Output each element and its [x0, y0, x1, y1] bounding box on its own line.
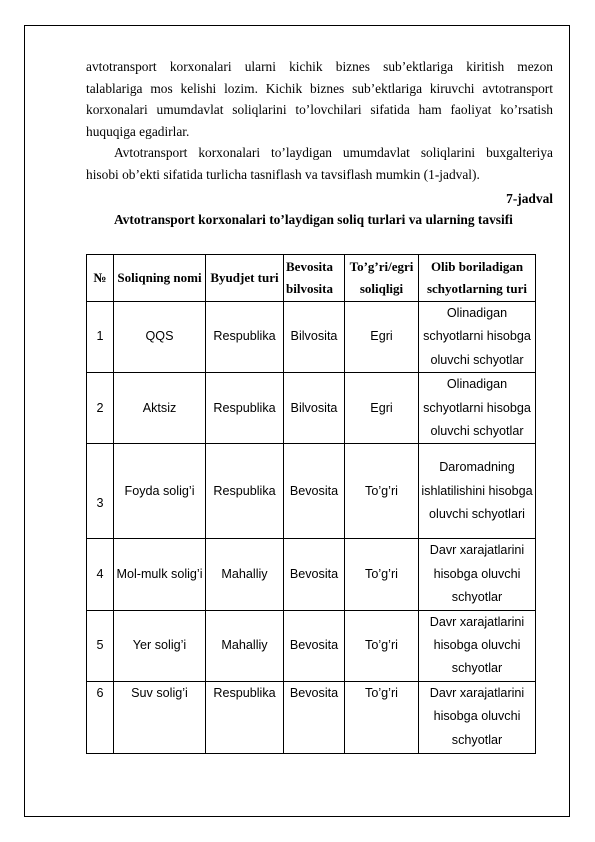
cell-tax-name: Mol-mulk solig’i	[114, 539, 206, 610]
cell-tax-name: Yer solig’i	[114, 610, 206, 681]
cell-budget-type: Mahalliy	[206, 539, 284, 610]
paragraph-line: hisobi ob’ekti sifatida turlicha tasniflash va tavsiflash mumkin (1-jadval).	[86, 166, 480, 182]
cell-account-type: Davr xarajatlarini hisobga oluvchi schyotlar	[419, 681, 536, 753]
header-budget-type: Byudjet turi	[206, 255, 284, 302]
cell-budget-type: Mahalliy	[206, 610, 284, 681]
table-row	[87, 681, 536, 753]
cell-direct-indirect: Bevosita	[284, 610, 345, 681]
table-header-row	[87, 255, 536, 302]
cell-number: 4	[87, 539, 114, 610]
header-tax-type: To’g’ri/egri soliqligi	[345, 255, 419, 302]
cell-tax-name: QQS	[114, 302, 206, 373]
cell-account-type: Olinadigan schyotlarni hisobga oluvchi schyotlar	[419, 373, 536, 444]
cell-direct-indirect: Bilvosita	[284, 373, 345, 444]
cell-account-type: Olinadigan schyotlarni hisobga oluvchi schyotlar	[419, 302, 536, 373]
cell-account-type: Davr xarajatlarini hisobga oluvchi schyotlar	[419, 539, 536, 610]
header-tax-name: Soliqning nomi	[114, 255, 206, 302]
cell-direct-indirect: Bilvosita	[284, 302, 345, 373]
header-direct-indirect: Bevosita bilvosita	[284, 255, 345, 302]
cell-tax-type: To’g’ri	[345, 681, 419, 753]
cell-direct-indirect: Bevosita	[284, 681, 345, 753]
cell-number: 1	[87, 302, 114, 373]
cell-budget-type: Respublika	[206, 373, 284, 444]
paragraph-line: Avtotransport korxonalari to’laydigan umumdavlat soliqlarini buxgalteriya	[114, 145, 553, 161]
cell-tax-name: Suv solig’i	[114, 681, 206, 753]
cell-tax-type: To’g’ri	[345, 444, 419, 539]
cell-number: 6	[87, 681, 114, 753]
table-title: Avtotransport korxonalari to’laydigan soliq turlari va ularning tavsifi	[114, 212, 513, 228]
cell-budget-type: Respublika	[206, 302, 284, 373]
header-account-type: Olib boriladigan schyotlarning turi	[419, 255, 536, 302]
paragraph-line: korxonalari umumdavlat soliqlarini to’lovchilari sifatida ham faoliyat ko’rsatish	[86, 102, 553, 118]
cell-number: 5	[87, 610, 114, 681]
cell-account-type: Daromadning ishlatilishini hisobga oluvchi schyotlari	[419, 444, 536, 539]
table-row	[87, 373, 536, 444]
cell-budget-type: Respublika	[206, 444, 284, 539]
cell-tax-type: Egri	[345, 302, 419, 373]
cell-direct-indirect: Bevosita	[284, 444, 345, 539]
cell-account-type: Davr xarajatlarini hisobga oluvchi schyotlar	[419, 610, 536, 681]
tax-table	[86, 254, 536, 754]
cell-tax-type: To’g’ri	[345, 610, 419, 681]
paragraph-line: talablariga mos kelishi lozim. Kichik biznes sub’ektlariga kiruvchi avtotransport	[86, 80, 553, 96]
paragraph-1	[86, 56, 553, 142]
cell-tax-type: To’g’ri	[345, 539, 419, 610]
header-number: №	[87, 255, 114, 302]
cell-number: 3	[87, 444, 114, 539]
paragraph-line: avtotransport korxonalari ularni kichik biznes sub’ektlariga kiritish mezon	[86, 59, 553, 74]
paragraph-2	[86, 142, 553, 185]
table-row	[87, 539, 536, 610]
cell-tax-name: Aktsiz	[114, 373, 206, 444]
paragraph-line: huquqiga egadirlar.	[86, 123, 190, 139]
cell-number: 2	[87, 373, 114, 444]
table-row	[87, 610, 536, 681]
cell-tax-type: Egri	[345, 373, 419, 444]
table-row	[87, 444, 536, 539]
table-row	[87, 302, 536, 373]
cell-budget-type: Respublika	[206, 681, 284, 753]
table-number: 7-jadval	[506, 190, 553, 206]
document-body	[86, 56, 553, 231]
cell-direct-indirect: Bevosita	[284, 539, 345, 610]
cell-tax-name: Foyda solig’i	[114, 444, 206, 539]
